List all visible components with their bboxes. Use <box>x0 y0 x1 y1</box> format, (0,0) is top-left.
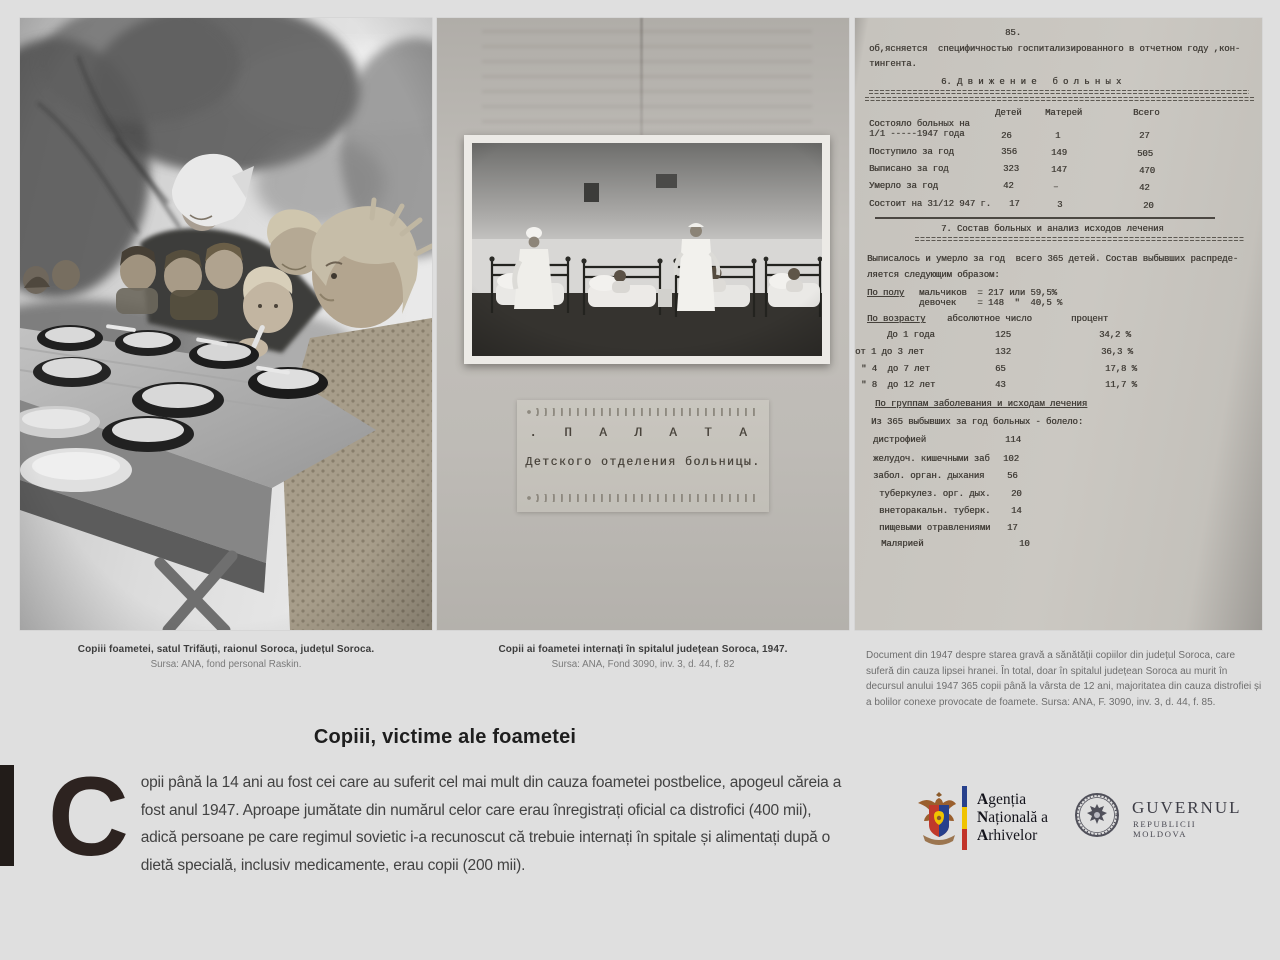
doc-by-age-header-pct: процент <box>1071 314 1109 324</box>
caption-middle-photo <box>437 644 849 670</box>
doc-cell: 149 <box>1051 148 1067 158</box>
caption-middle-source: Sursa: ANA, Fond 3090, inv. 3, d. 44, f. 82 <box>551 659 735 670</box>
left-accent-bar <box>0 765 14 866</box>
doc-disease-label: туберкулез. орг. дых. <box>879 489 991 499</box>
ana-line3-initial: A <box>977 827 989 844</box>
doc-age-pct: 36,3 % <box>1101 347 1133 357</box>
doc-intro-line1: об,ясняется специфичностью госпитализированного в отчетном году ,кон- <box>869 44 1241 54</box>
doc-cell: 323 <box>1003 164 1019 174</box>
doc-disease-label: дистрофией <box>873 435 927 445</box>
doc-cell: 42 <box>1139 183 1150 193</box>
label-title: . П А Л А Т А <box>529 426 757 440</box>
ana-line1 <box>977 791 1048 809</box>
doc-intro-line2: тингента. <box>869 59 917 69</box>
guvernul-subtitle: REPUBLICII MOLDOVA <box>1133 819 1197 839</box>
doc-age-abs: 125 <box>995 330 1011 340</box>
moldova-flag-stripe <box>962 786 967 850</box>
doc-disease-value: 14 <box>1011 506 1022 516</box>
caption-left-photo <box>20 644 432 670</box>
doc-by-sex-boys: мальчиков = 217 или 59,5% <box>919 288 1057 298</box>
ana-line3 <box>977 827 1048 845</box>
doc-disease-label: внеторакальн. туберк. <box>879 506 991 516</box>
doc-age-abs: 43 <box>995 380 1006 390</box>
ward-illustration <box>472 143 822 356</box>
paragraph-text: opii până la 14 ani au fost cei care au suferit cel mai mult din cauza foametei postbelice, apogeul căreia a fost anul 1947. Aproape jumătate din numărul celor care erau înregistrați oficial ca distrofici (400 mii), adică persoane pe care regimul sovietic i-a recunoscut că trebuie internați în spitale și alimentați după o dietă specială, inclusiv medicamente, erau copii (200 mii). <box>140 774 842 874</box>
ana-line2-initial: N <box>977 809 989 826</box>
doc-cell: 42 <box>1003 181 1014 191</box>
children-eating-illustration <box>20 18 432 630</box>
doc-cell: – <box>1053 182 1059 192</box>
doc-disease-value: 56 <box>1007 471 1018 481</box>
doc-disease-value: 114 <box>1005 435 1021 445</box>
doc-rule <box>915 237 1245 241</box>
moldova-coat-of-arms-icon <box>915 791 957 849</box>
doc-row-label: 1/1 -----1947 года <box>869 129 965 139</box>
scanned-document-1947 <box>855 18 1262 630</box>
caption-left-title: Copiii foametei, satul Trifăuți, raionul Soroca, județul Soroca. <box>77 644 375 655</box>
faded-typewriter-lines <box>482 30 812 125</box>
doc-disease-label: пищевыми отравлениями <box>879 523 991 533</box>
doc-col-header-children: Детей <box>995 108 1022 118</box>
document-text-layer <box>855 18 1262 630</box>
doc-by-sex-girls: девочек = 148 " 40,5 % <box>919 298 1063 308</box>
caption-left-source: Sursa: ANA, fond personal Raskin. <box>150 659 302 670</box>
ana-line2 <box>977 809 1048 827</box>
doc-row-label: Поступило за год <box>869 147 954 157</box>
doc-row-label: Выписано за год <box>869 164 949 174</box>
doc-age-label: от 1 до 3 лет <box>855 347 924 357</box>
ana-logo-text <box>977 791 1048 845</box>
flag-blue <box>962 786 967 807</box>
doc-cell: 505 <box>1137 149 1153 159</box>
page-title: Copiii, victime ale foametei <box>313 726 577 748</box>
ana-line2-rest: ațională a <box>988 809 1049 826</box>
drop-cap: C <box>48 754 129 879</box>
doc-rule <box>865 97 1255 101</box>
ana-line3-rest: rhivelor <box>988 827 1038 844</box>
doc-disease-value: 10 <box>1019 539 1030 549</box>
doc-section7-title: 7. Состав больных и анализ исходов лечения <box>941 224 1164 234</box>
guvernul-title: GUVERNUL <box>1132 798 1242 817</box>
doc-cell: 17 <box>1009 199 1020 209</box>
doc-cell: 356 <box>1001 147 1017 157</box>
doc-by-age-header-abs: абсолютное число <box>947 314 1032 324</box>
doc-by-age-label: По возрасту <box>867 314 926 324</box>
ana-logo <box>915 786 1065 852</box>
doc-disease-value: 20 <box>1011 489 1022 499</box>
doc-age-pct: 17,8 % <box>1105 364 1137 374</box>
doc-row-label: Состоит на 31/12 947 г. <box>869 199 991 209</box>
doc-disease-group-title: По группам заболевания и исходам лечения <box>875 399 1088 409</box>
doc-section6-title: 6. Д в и ж е н и е б о л ь н ы х <box>941 77 1122 87</box>
caption-middle-title: Copii ai foametei internați în spitalul județean Soroca, 1947. <box>498 644 788 655</box>
doc-disease-value: 17 <box>1007 523 1018 533</box>
doc-cell: 470 <box>1139 166 1155 176</box>
caption-document: Document din 1947 despre starea gravă a sănătății copiilor din județul Soroca, care suferă din cauza lipsei hranei. În total, doar în spitalul județean Soroca au murit în decursul anului 1947 365 copii până la vârsta de 12 ani, majoritatea din cauza distrofiei și a bolilor conexe provocate de foamete. Sursa: ANA, F. 3090, inv. 3, d. 44, f. 85. <box>866 650 1262 708</box>
doc-by-sex-label: По полу <box>867 288 905 298</box>
doc-cell: 147 <box>1051 165 1067 175</box>
body-paragraph <box>48 754 850 879</box>
label-subtitle: Детского отделения больницы. <box>525 456 761 469</box>
flag-yellow <box>962 807 967 828</box>
doc-disease-label: забол. орган. дыхания <box>873 471 985 481</box>
doc-age-label: " 8 до 12 лет <box>861 380 936 390</box>
ana-line1-rest: genția <box>988 791 1027 808</box>
doc-disease-intro: Из 365 выбывших за год больных - болело: <box>871 417 1084 427</box>
doc-col-header-total: Всего <box>1133 108 1160 118</box>
doc-cell: 20 <box>1143 201 1154 211</box>
doc-cell: 26 <box>1001 131 1012 141</box>
doc-page-number: 85. <box>1005 28 1021 38</box>
doc-age-abs: 65 <box>995 364 1006 374</box>
guvernul-logo <box>1072 790 1242 850</box>
ana-line1-initial: A <box>977 791 989 808</box>
doc-cell: 27 <box>1139 131 1150 141</box>
doc-age-pct: 11,7 % <box>1105 380 1137 390</box>
doc-disease-value: 102 <box>1003 454 1019 464</box>
doc-hr <box>875 217 1215 219</box>
label-ornament-top <box>525 408 761 416</box>
doc-age-pct: 34,2 % <box>1099 330 1131 340</box>
doc-rule <box>869 90 1249 94</box>
doc-row-label: Умерло за год <box>869 181 938 191</box>
doc-row-label: Состояло больных на <box>869 119 970 129</box>
hospital-ward-photo <box>464 135 830 364</box>
doc-disease-label: желудоч. кишечными заб <box>873 454 990 464</box>
doc-age-abs: 132 <box>995 347 1011 357</box>
flag-red <box>962 829 967 850</box>
doc-summary-line2: ляется следующим образом: <box>867 270 1000 280</box>
doc-age-label: " 4 до 7 лет <box>861 364 930 374</box>
guvernul-seal-icon <box>1074 792 1120 838</box>
doc-col-header-mothers: Матерей <box>1045 108 1083 118</box>
doc-age-label: До 1 года <box>887 330 935 340</box>
doc-summary-line1: Выписалось и умерло за год всего 365 детей. Состав выбывших распреде- <box>867 254 1239 264</box>
doc-cell: 3 <box>1057 200 1063 210</box>
label-ornament-bottom <box>525 494 761 502</box>
archive-page-ward-photo <box>437 18 849 630</box>
palata-typed-label <box>517 400 769 512</box>
doc-cell: 1 <box>1055 131 1061 141</box>
doc-disease-label: Малярией <box>881 539 924 549</box>
photo-children-eating <box>20 18 432 630</box>
